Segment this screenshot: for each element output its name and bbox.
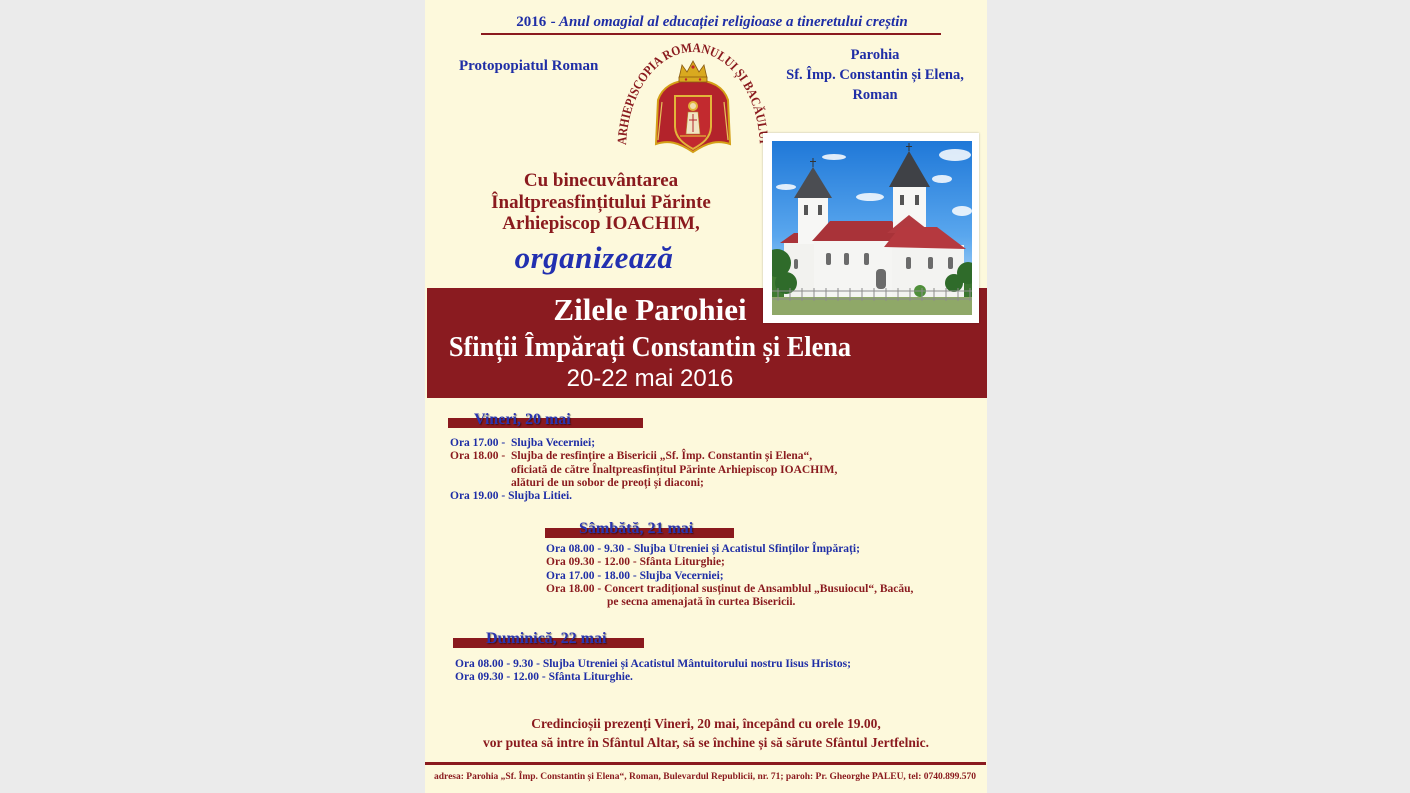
archdiocese-coat-of-arms-icon: [614, 36, 771, 156]
coat-of-arms-shield: [675, 96, 711, 149]
closing-line: vor putea să intre în Sfântul Altar, să se închine și să sărute Sfântul Jertfelnic.: [482, 735, 930, 750]
schedule-line: pe secna amenajată în curtea Bisericii.: [607, 596, 796, 608]
left-organization: Protopopiatul Roman: [459, 58, 599, 74]
blessing-line: Cu binecuvântarea: [523, 170, 679, 191]
header-underline: [481, 33, 941, 35]
banner-dates: 20-22 mai 2016: [566, 365, 734, 392]
schedule-line: Ora 19.00 - Slujba Litiei.: [450, 490, 573, 502]
schedule-line: alături de un sobor de preoți și diaconi;: [511, 477, 704, 489]
day-label-saturday: Sâmbătă, 21 mai: [579, 520, 694, 537]
blessing-line: Arhiepiscop IOACHIM,: [502, 213, 700, 234]
banner-subtitle: Sfinții Împărați Constantin și Elena: [448, 332, 852, 363]
right-org-line: Parohia: [850, 47, 900, 63]
church-photo-frame: [763, 133, 979, 323]
right-org-line: Sf. Împ. Constantin și Elena,: [786, 67, 964, 83]
header-text: - Anul omagial al educației religioase a tineretului creștin: [550, 14, 908, 30]
logo-arc-text: ARHIEPISCOPIA ROMANULUI ȘI BACĂUL: [614, 39, 771, 146]
day-label-friday: Vineri, 20 mai: [474, 411, 571, 428]
schedule-line: Ora 18.00 - Concert tradițional susținut de Ansamblul „Busuiocul“, Bacău,: [546, 583, 914, 595]
schedule-line: Ora 17.00 - Slujba Vecerniei;: [450, 437, 596, 449]
closing-line: Credincioșii prezenți Vineri, 20 mai, începând cu orele 19.00,: [531, 716, 881, 731]
header-year: 2016: [516, 14, 547, 30]
blessing-text: [451, 170, 751, 235]
coat-of-arms-crown: [679, 61, 707, 82]
footer-address: adresa: Parohia „Sf. Împ. Constantin și Elena“, Roman, Bulevardul Republicii, nr. 71; paroh: Pr. Gheorghe PALEU, tel: 0740.899.570: [434, 772, 976, 782]
schedule-line: Ora 08.00 - 9.30 - Slujba Utreniei și Acatistul Mântuitorului nostru Iisus Hristos;: [455, 658, 851, 670]
right-organization: [775, 45, 975, 105]
church-photo-icon: [772, 141, 972, 315]
schedule-line: Ora 09.30 - 12.00 - Sfânta Liturghie;: [546, 556, 725, 568]
schedule-line: Ora 18.00 - Slujba de resfințire a Bisericii „Sf. Împ. Constantin și Elena“,: [450, 450, 813, 462]
schedule-line: Ora 09.30 - 12.00 - Sfânta Liturghie.: [455, 671, 633, 683]
blessing-line: Înaltpreasfințitului Părinte: [491, 191, 711, 213]
closing-note: [425, 714, 987, 752]
schedule-line: Ora 08.00 - 9.30 - Slujba Utreniei și Acatistul Sfinților Împărați;: [546, 543, 860, 555]
banner-title: Zilele Parohiei: [553, 292, 747, 327]
schedule-line: Ora 17.00 - 18.00 - Slujba Vecerniei;: [546, 570, 724, 582]
footer-divider: [425, 762, 986, 765]
poster-header: [437, 13, 987, 31]
day-label-sunday: Duminică, 22 mai: [486, 630, 607, 647]
schedule-line: oficiată de către Înaltpreasfințitul Părinte Arhiepiscop IOACHIM,: [511, 464, 838, 476]
right-org-line: Roman: [852, 87, 898, 103]
poster: [425, 0, 987, 793]
organizes-text: organizează: [514, 240, 674, 275]
